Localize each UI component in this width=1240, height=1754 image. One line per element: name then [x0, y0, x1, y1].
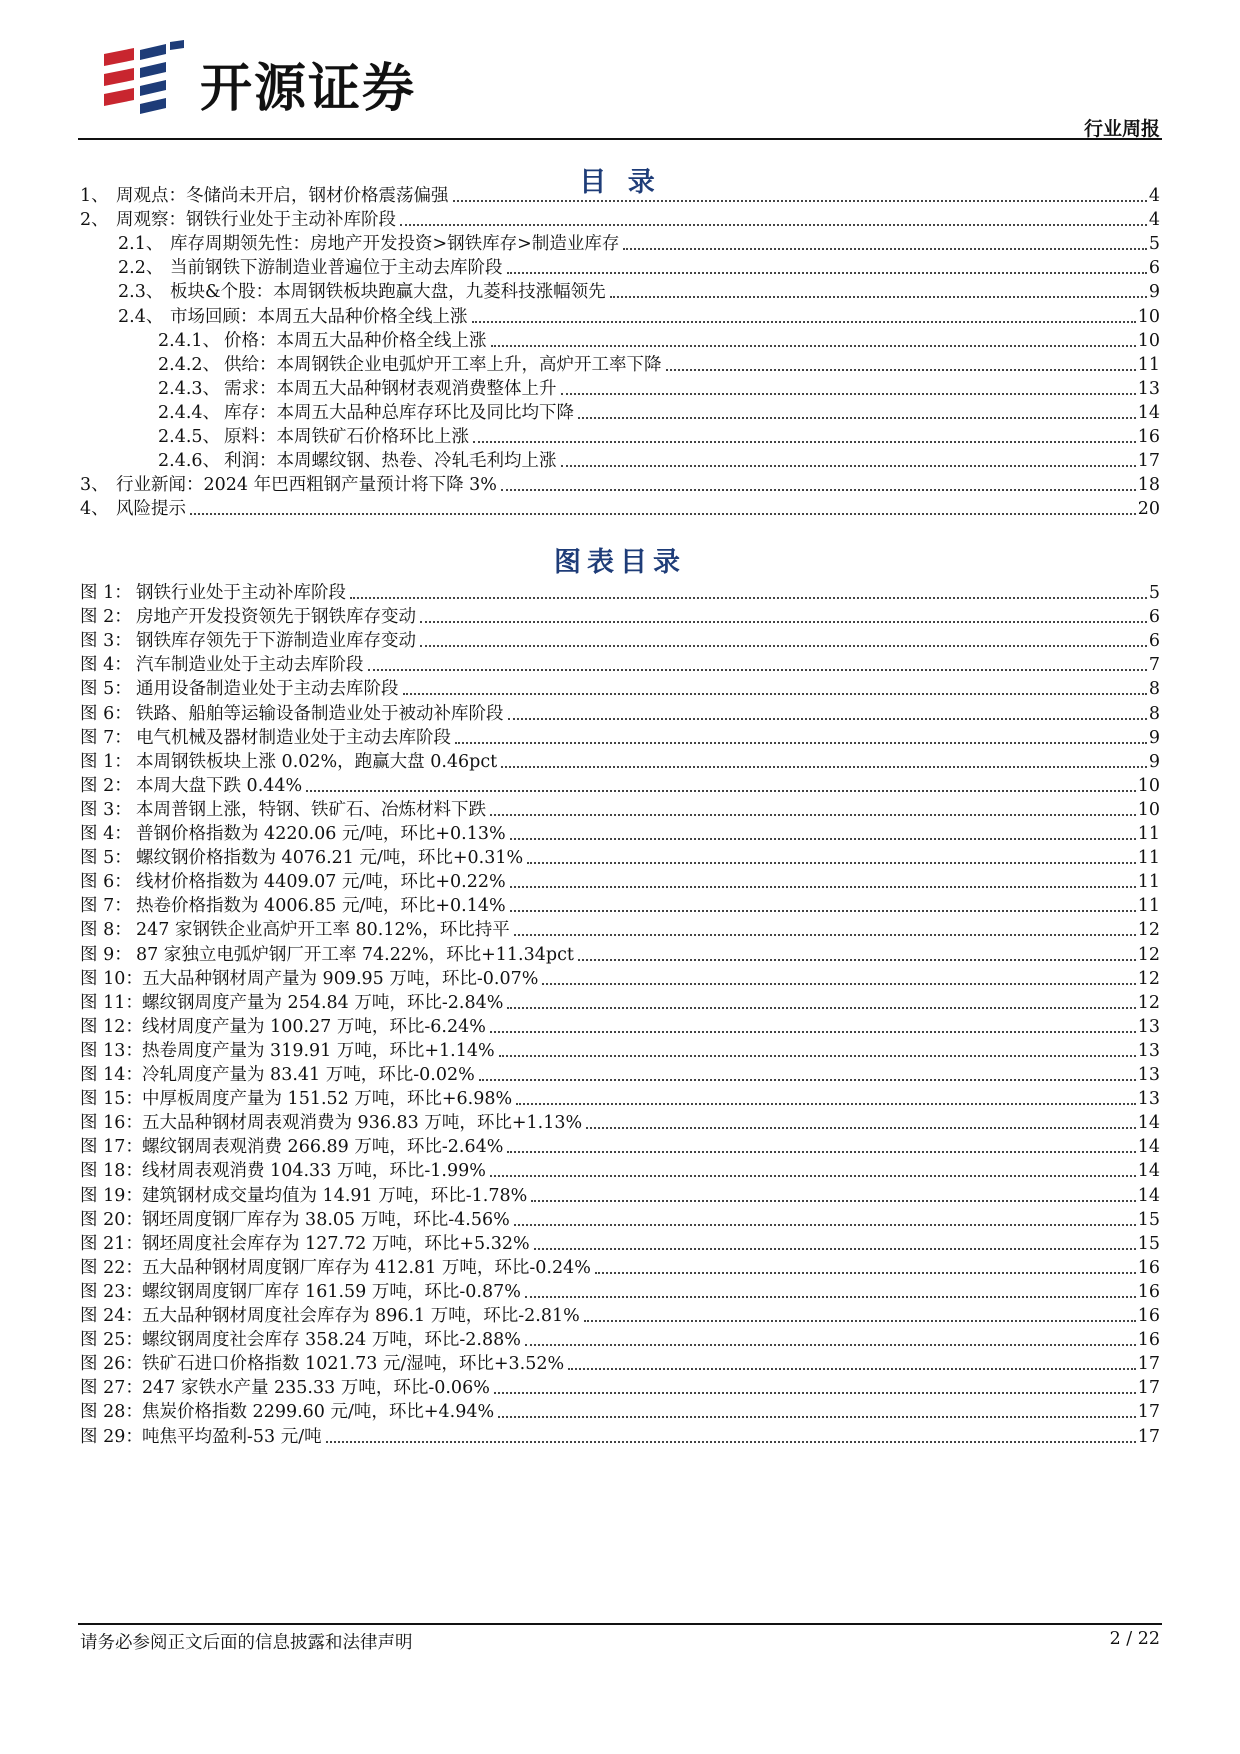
leader-dots [490, 814, 1136, 816]
leader-dots [510, 838, 1136, 840]
header-rule [78, 138, 1162, 140]
leader-dots [473, 441, 1136, 443]
figure-number: 图 12： [80, 1016, 143, 1037]
figure-text: 本周大盘下跌 0.44% [136, 775, 303, 796]
figure-page: 11 [1137, 848, 1160, 869]
toc-text: 行业新闻：2024 年巴西粗钢产量预计将下降 3% [116, 475, 497, 496]
toc-text: 价格：本周五大品种价格全线上涨 [224, 330, 487, 351]
leader-dots [490, 1175, 1136, 1177]
figure-number: 图 5： [80, 679, 132, 700]
figure-entry[interactable] [0, 577, 1240, 604]
figure-number: 图 9： [80, 944, 132, 965]
figure-page: 17 [1137, 1402, 1160, 1423]
figure-text: 热卷周度产量为 319.91 万吨，环比+1.14% [142, 1040, 495, 1061]
figure-page: 14 [1137, 1161, 1160, 1182]
figure-text: 五大品种钢材周产量为 909.95 万吨，环比-0.07% [142, 968, 539, 989]
figure-text: 本周普钢上涨，特钢、铁矿石、冶炼材料下跌 [136, 799, 486, 820]
leader-dots [586, 1127, 1136, 1129]
leader-dots [403, 693, 1147, 695]
figure-page: 5 [1148, 583, 1160, 603]
toc-page: 14 [1137, 402, 1160, 423]
toc-entry[interactable] [0, 252, 1240, 279]
figure-page: 13 [1137, 1016, 1160, 1037]
toc-number: 2.4、 [118, 306, 164, 327]
leader-dots [514, 1224, 1136, 1226]
toc-number: 2.4.6、 [158, 451, 221, 472]
figure-text: 吨焦平均盈利-53 元/吨 [142, 1426, 322, 1447]
toc-number: 1、 [80, 186, 109, 206]
figure-page: 13 [1137, 1089, 1160, 1110]
brand-name: 开源证券 [200, 59, 417, 119]
figure-entry[interactable] [0, 601, 1240, 628]
figure-page: 12 [1137, 920, 1160, 941]
figure-number: 图 4： [80, 655, 132, 676]
figure-entry[interactable] [0, 1107, 1240, 1134]
leader-dots [514, 934, 1136, 936]
figure-page: 15 [1137, 1209, 1160, 1230]
leader-dots [610, 296, 1147, 298]
leader-dots [531, 1200, 1135, 1202]
figure-entry[interactable] [0, 1204, 1240, 1231]
figure-page: 9 [1148, 727, 1160, 748]
toc-text: 市场回顾：本周五大品种价格全线上涨 [170, 306, 468, 327]
figure-number: 图 5： [80, 848, 132, 869]
figure-entry[interactable] [0, 987, 1240, 1014]
leader-dots [501, 489, 1136, 491]
leader-dots [455, 742, 1147, 744]
figure-number: 图 27： [80, 1378, 143, 1399]
footer-rule [78, 1623, 1162, 1625]
leader-dots [578, 959, 1136, 961]
figure-number: 图 20： [80, 1209, 143, 1230]
leader-dots [561, 465, 1136, 467]
figure-entry[interactable] [0, 722, 1240, 749]
leader-dots [568, 1368, 1136, 1370]
toc-text: 库存：本周五大品种总库存环比及同比均下降 [224, 402, 574, 423]
leader-dots [491, 345, 1136, 347]
figure-text: 线材价格指数为 4409.07 元/吨，环比+0.22% [136, 872, 506, 893]
figure-entry[interactable] [0, 866, 1240, 893]
figure-entry[interactable] [0, 673, 1240, 700]
figure-text: 线材周度产量为 100.27 万吨，环比-6.24% [142, 1016, 486, 1037]
figure-text: 钢坯周度社会库存为 127.72 万吨，环比+5.32% [142, 1233, 530, 1254]
toc-entry[interactable] [0, 204, 1240, 231]
figure-entry[interactable] [0, 649, 1240, 676]
figure-page: 14 [1137, 1113, 1160, 1134]
toc-page: 10 [1137, 330, 1160, 351]
toc-page: 5 [1148, 234, 1160, 255]
figure-text: 本周钢铁板块上涨 0.02%，跑赢大盘 0.46pct [136, 751, 498, 772]
figure-entry[interactable] [0, 963, 1240, 990]
toc-entry[interactable] [0, 180, 1240, 207]
figure-page: 15 [1137, 1233, 1160, 1254]
figure-text: 铁矿石进口价格指数 1021.73 元/湿吨，环比+3.52% [142, 1354, 565, 1375]
leader-dots [507, 272, 1147, 274]
figure-text: 普钢价格指数为 4220.06 元/吨，环比+0.13% [136, 824, 506, 844]
toc-page: 6 [1148, 258, 1160, 279]
figure-number: 图 16： [80, 1113, 143, 1134]
leader-dots [306, 790, 1136, 792]
toc-number: 4、 [80, 499, 109, 520]
leader-dots [490, 1031, 1136, 1033]
leader-dots [534, 1248, 1136, 1250]
figure-text: 钢坯周度钢厂库存为 38.05 万吨，环比-4.56% [142, 1209, 510, 1230]
figure-entry[interactable] [0, 939, 1240, 966]
figure-page: 11 [1137, 896, 1160, 917]
toc-number: 2.4.5、 [158, 427, 221, 447]
figure-text: 电气机械及器材制造业处于主动去库阶段 [136, 727, 451, 748]
figure-number: 图 6： [80, 872, 132, 893]
leader-dots [499, 1055, 1136, 1057]
figure-entry[interactable] [0, 1131, 1240, 1158]
figure-entry[interactable] [0, 1059, 1240, 1086]
toc-text: 周观点：冬储尚未开启，钢材价格震荡偏强 [116, 186, 449, 206]
toc-entry[interactable] [0, 373, 1240, 400]
figure-page: 8 [1148, 703, 1160, 724]
leader-dots [507, 1151, 1135, 1153]
figure-page: 17 [1137, 1378, 1160, 1399]
figure-list-title: 图表目录 [554, 547, 686, 578]
leader-dots [510, 910, 1136, 912]
figure-text: 汽车制造业处于主动去库阶段 [136, 655, 364, 676]
toc-number: 2.1、 [118, 234, 164, 255]
figure-text: 87 家独立电弧炉钢厂开工率 74.22%，环比+11.34pct [136, 944, 574, 965]
figure-number: 图 3： [80, 799, 132, 820]
toc-text: 库存周期领先性：房地产开发投资>钢铁库存>制造业库存 [170, 234, 620, 255]
figure-number: 图 7： [80, 896, 132, 917]
figure-page: 11 [1137, 824, 1160, 844]
figure-page: 8 [1148, 679, 1160, 700]
toc-number: 2.4.2、 [158, 354, 221, 375]
figure-page: 11 [1137, 872, 1160, 893]
figure-entry[interactable] [0, 1348, 1240, 1375]
figure-text: 螺纹钢周表观消费 266.89 万吨，环比-2.64% [142, 1137, 504, 1158]
figure-entry[interactable] [0, 818, 1240, 845]
figure-page: 13 [1137, 1040, 1160, 1061]
figure-entry[interactable] [0, 1324, 1240, 1351]
toc-page: 11 [1137, 354, 1160, 375]
figure-page: 14 [1137, 1137, 1160, 1158]
toc-page: 16 [1137, 427, 1160, 447]
figure-entry[interactable] [0, 1228, 1240, 1255]
toc-text: 板块&个股：本周钢铁板块跑赢大盘，九菱科技涨幅领先 [170, 282, 606, 303]
figure-text: 247 家钢铁企业高炉开工率 80.12%，环比持平 [136, 920, 510, 941]
leader-dots [525, 1296, 1136, 1298]
figure-number: 图 3： [80, 631, 132, 652]
leader-dots [420, 645, 1147, 647]
leader-dots [453, 200, 1147, 202]
figure-number: 图 1： [80, 583, 132, 603]
figure-number: 图 21： [80, 1233, 143, 1254]
leader-dots [190, 513, 1136, 515]
toc-page: 4 [1148, 186, 1160, 206]
figure-text: 螺纹钢周度钢厂库存 161.59 万吨，环比-0.87% [142, 1281, 521, 1302]
figure-number: 图 23： [80, 1281, 143, 1302]
figure-entry[interactable] [0, 842, 1240, 869]
figure-number: 图 15： [80, 1089, 143, 1110]
toc-text: 当前钢铁下游制造业普遍位于主动去库阶段 [170, 258, 503, 279]
figure-page: 6 [1148, 607, 1160, 628]
figure-entry[interactable] [0, 625, 1240, 652]
figure-text: 建筑钢材成交量均值为 14.91 万吨，环比-1.78% [142, 1185, 528, 1206]
figure-page: 16 [1137, 1281, 1160, 1302]
figure-page: 17 [1137, 1354, 1160, 1375]
toc-entry[interactable] [0, 469, 1240, 496]
toc-text: 周观察：钢铁行业处于主动补库阶段 [116, 210, 396, 231]
leader-dots [350, 597, 1147, 599]
toc-number: 2、 [80, 210, 109, 231]
leader-dots [501, 766, 1147, 768]
page-number: 2 / 22 [1109, 1629, 1160, 1649]
leader-dots [623, 248, 1147, 250]
figure-entry[interactable] [0, 1396, 1240, 1423]
leader-dots [527, 862, 1136, 864]
figure-number: 图 7： [80, 727, 132, 748]
figure-number: 图 10： [80, 968, 143, 989]
brand-mark-icon [104, 40, 188, 116]
figure-text: 五大品种钢材周度社会库存为 896.1 万吨，环比-2.81% [142, 1306, 580, 1326]
figure-text: 螺纹钢价格指数为 4076.21 元/吨，环比+0.31% [136, 848, 524, 869]
leader-dots [516, 1103, 1136, 1105]
figure-entry[interactable] [0, 1300, 1240, 1327]
figure-number: 图 11： [80, 992, 143, 1013]
figure-entry[interactable] [0, 1083, 1240, 1110]
toc-number: 2.4.4、 [158, 402, 221, 423]
toc-title: 目 录 [579, 167, 661, 198]
toc-page: 4 [1148, 210, 1160, 231]
figure-text: 中厚板周度产量为 151.52 万吨，环比+6.98% [142, 1089, 513, 1110]
toc-number: 2.4.1、 [158, 330, 221, 351]
figure-number: 图 2： [80, 775, 132, 796]
figure-number: 图 8： [80, 920, 132, 941]
leader-dots [400, 224, 1147, 226]
figure-page: 12 [1137, 968, 1160, 989]
figure-text: 五大品种钢材周表观消费为 936.83 万吨，环比+1.13% [142, 1113, 583, 1134]
toc-entry[interactable] [0, 301, 1240, 328]
toc-number: 2.2、 [118, 258, 164, 279]
figure-text: 线材周表观消费 104.33 万吨，环比-1.99% [142, 1161, 486, 1182]
toc-entry[interactable] [0, 493, 1240, 520]
figure-entry[interactable] [0, 1276, 1240, 1303]
leader-dots [525, 1344, 1136, 1346]
figure-text: 五大品种钢材周度钢厂库存为 412.81 万吨，环比-0.24% [142, 1257, 591, 1278]
figure-page: 16 [1137, 1257, 1160, 1278]
leader-dots [578, 417, 1136, 419]
toc-entry[interactable] [0, 325, 1240, 352]
figure-entry[interactable] [0, 1252, 1240, 1279]
toc-page: 17 [1137, 451, 1160, 472]
figure-page: 10 [1137, 775, 1160, 796]
figure-number: 图 26： [80, 1354, 143, 1375]
figure-number: 图 1： [80, 751, 132, 772]
figure-text: 螺纹钢周度产量为 254.84 万吨，环比-2.84% [142, 992, 504, 1013]
leader-dots [508, 718, 1147, 720]
toc-text: 风险提示 [116, 499, 186, 520]
leader-dots [542, 983, 1135, 985]
leader-dots [595, 1272, 1136, 1274]
figure-number: 图 24： [80, 1306, 143, 1326]
toc-number: 2.4.3、 [158, 378, 221, 399]
leader-dots [420, 621, 1147, 623]
leader-dots [368, 669, 1147, 671]
figure-entry[interactable] [0, 1011, 1240, 1038]
figure-page: 16 [1137, 1330, 1160, 1351]
figure-text: 焦炭价格指数 2299.60 元/吨，环比+4.94% [142, 1402, 495, 1423]
leader-dots [494, 1392, 1136, 1394]
figure-page: 16 [1137, 1306, 1160, 1326]
figure-number: 图 18： [80, 1161, 143, 1182]
figure-text: 247 家铁水产量 235.33 万吨，环比-0.06% [142, 1378, 490, 1399]
toc-page: 18 [1137, 475, 1160, 496]
figure-page: 14 [1137, 1185, 1160, 1206]
leader-dots [479, 1079, 1136, 1081]
toc-text: 原料：本周铁矿石价格环比上涨 [224, 427, 469, 447]
leader-dots [666, 369, 1136, 371]
figure-entry[interactable] [0, 1155, 1240, 1182]
figure-text: 热卷价格指数为 4006.85 元/吨，环比+0.14% [136, 896, 506, 917]
figure-number: 图 19： [80, 1185, 143, 1206]
brand-logo [104, 40, 504, 119]
figure-entry[interactable] [0, 746, 1240, 773]
figure-number: 图 4： [80, 824, 132, 844]
figure-entry[interactable] [0, 890, 1240, 917]
leader-dots [561, 393, 1136, 395]
figure-page: 12 [1137, 944, 1160, 965]
figure-text: 钢铁行业处于主动补库阶段 [136, 583, 346, 603]
figure-page: 9 [1148, 751, 1160, 772]
toc-entry[interactable] [0, 421, 1240, 448]
figure-text: 钢铁库存领先于下游制造业库存变动 [136, 631, 416, 652]
toc-entry[interactable] [0, 397, 1240, 424]
figure-text: 房地产开发投资领先于钢铁库存变动 [136, 607, 416, 628]
leader-dots [510, 886, 1136, 888]
toc-text: 利润：本周螺纹钢、热卷、冷轧毛利均上涨 [224, 451, 557, 472]
figure-number: 图 13： [80, 1040, 143, 1061]
toc-number: 2.3、 [118, 282, 164, 303]
toc-page: 9 [1148, 282, 1160, 303]
toc-text: 供给：本周钢铁企业电弧炉开工率上升，高炉开工率下降 [224, 354, 662, 375]
toc-text: 需求：本周五大品种钢材表观消费整体上升 [224, 378, 557, 399]
figure-number: 图 25： [80, 1330, 143, 1351]
report-type: 行业周报 [1083, 118, 1160, 140]
leader-dots [472, 321, 1136, 323]
toc-page: 10 [1137, 306, 1160, 327]
figure-number: 图 28： [80, 1402, 143, 1423]
footer-disclaimer: 请务必参阅正文后面的信息披露和法律声明 [80, 1633, 413, 1653]
figure-entry[interactable] [0, 1421, 1240, 1448]
figure-page: 13 [1137, 1065, 1160, 1085]
toc-entry[interactable] [0, 276, 1240, 303]
figure-entry[interactable] [0, 794, 1240, 821]
figure-number: 图 29： [80, 1426, 143, 1447]
toc-page: 20 [1137, 499, 1160, 520]
figure-page: 7 [1148, 655, 1160, 676]
figure-entry[interactable] [0, 770, 1240, 797]
figure-page: 6 [1148, 631, 1160, 652]
figure-page: 17 [1137, 1426, 1160, 1447]
leader-dots [326, 1441, 1136, 1443]
toc-entry[interactable] [0, 228, 1240, 255]
leader-dots [584, 1320, 1136, 1322]
figure-text: 螺纹钢周度社会库存 358.24 万吨，环比-2.88% [142, 1330, 521, 1351]
figure-page: 12 [1137, 992, 1160, 1013]
figure-text: 通用设备制造业处于主动去库阶段 [136, 679, 399, 700]
leader-dots [498, 1416, 1136, 1418]
leader-dots [507, 1007, 1135, 1009]
figure-entry[interactable] [0, 1035, 1240, 1062]
toc-entry[interactable] [0, 445, 1240, 472]
figure-entry[interactable] [0, 1372, 1240, 1399]
figure-number: 图 22： [80, 1257, 143, 1278]
toc-page: 13 [1137, 378, 1160, 399]
figure-text: 铁路、船舶等运输设备制造业处于被动补库阶段 [136, 703, 504, 724]
figure-entry[interactable] [0, 1180, 1240, 1207]
figure-number: 图 6： [80, 703, 132, 724]
toc-number: 3、 [80, 475, 109, 496]
figure-number: 图 2： [80, 607, 132, 628]
figure-page: 10 [1137, 799, 1160, 820]
figure-entry[interactable] [0, 914, 1240, 941]
figure-number: 图 14： [80, 1065, 143, 1085]
figure-entry[interactable] [0, 698, 1240, 725]
figure-text: 冷轧周度产量为 83.41 万吨，环比-0.02% [142, 1065, 475, 1085]
figure-number: 图 17： [80, 1137, 143, 1158]
toc-entry[interactable] [0, 349, 1240, 376]
